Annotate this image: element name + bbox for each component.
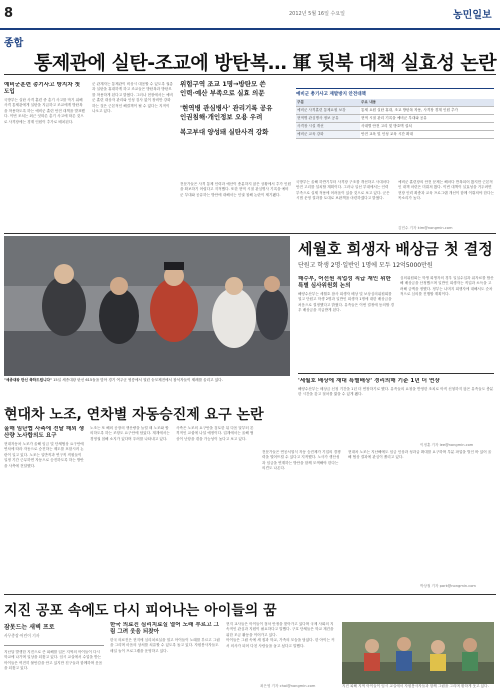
table-row — [296, 107, 494, 115]
issue-date: 2012년 5월 16일 수요일 — [289, 11, 346, 17]
table-row — [296, 123, 494, 131]
story1-column-heading: 예비군훈련 총기사고 방지차 첫 도입 — [4, 82, 81, 95]
story3-body-5: 현대차 노조는 지난해에도 임금 인상과 성과급 확대를 요구하며 부분 파업을 벌인 바 있어 올해 협상 결과에 관심이 쏠리고 있다. — [348, 450, 492, 460]
table-row — [296, 131, 494, 139]
children-photo-image — [342, 622, 494, 684]
story1-body-1: 국방부는 실탄 사격 훈련 중 총기 사고를 막기 위해 사격 통제관에게 실탄을 지급하고 조교에게 방탄복을 착용하도록 하는 예비군 훈련 안전 대책을 발표했다. 이번 조치는 최근 잇따른 총기 사고에 따른 것으로 사격장에는 경계 인원이 추가로 배치된다. — [4, 98, 85, 124]
story4-body-3: 현지 교사들은 아이들이 점차 안정을 찾아가고 있다며 국제 사회의 지속적인 관심과 지원이 필요하다고 말했다. 구호 단체들은 학교 재건을 위한 모금 활동을 이어가고 있다. — [226, 622, 334, 637]
story4-body-4: 아이들은 그림 속에 새 집과 학교, 가족의 모습을 담았다. 한 아이는 커서 의사가 되어 다친 사람들을 돕고 싶다고 말했다. — [226, 638, 335, 648]
story4-byline: 최은영 기자 choi@nongmin.com — [260, 684, 316, 688]
story1-column-2 — [92, 82, 174, 232]
story3-body-3: 사측은 노조의 요구안을 검토한 뒤 다음 달부터 본격적인 교섭에 나설 예정이다. 업계에서는 올해 협상이 난항을 겪을 가능성이 높다고 보고 있다. — [176, 426, 254, 441]
story3-column-5 — [348, 450, 494, 580]
caption-text: 15일 세종대왕 탄신 615돌을 맞아 경기 여주군 영릉에서 열린 숭모제전에서 참석자들이 제례를 올리고 있다. — [53, 378, 223, 382]
story2-byline: 이정훈 기자 lee@nongmin.com — [420, 443, 474, 447]
story1-headline: 통제관에 실탄-조교에 방탄복… 軍 뒷북 대책 실효성 논란 — [34, 52, 497, 74]
story3-body-4: 전문가들은 연공서열식 자동 승진제가 기업의 경쟁력을 떨어뜨릴 수 있다고 지적했다. 노사가 생산성과 임금을 연계하는 방안을 함께 모색해야 한다는 의견도 나온다. — [262, 450, 341, 471]
table-cell: 사대별 안전 고리 및 방호벽 설치 — [361, 124, 412, 128]
story1-subhead: 복고부대 양성돼 실탄사격 강화 — [180, 128, 269, 136]
story1-byline: 김민수 기자 kim@nongmin.com — [398, 226, 453, 230]
ceremony-photo-caption — [4, 378, 290, 383]
paper-logo: 농민일보 — [453, 10, 492, 21]
table-cell: 현역 시절 관리 기록을 예비군 부대와 공유 — [361, 116, 427, 120]
table-header-cell: 주요 내용 — [360, 99, 494, 106]
table-cell: 예비군 교육 강화 — [296, 131, 360, 138]
headline-divider — [4, 74, 496, 75]
story4-column-3 — [226, 622, 336, 688]
story4-headline: 지진 공포 속에도 다시 피어나는 아이들의 꿈 — [4, 603, 277, 619]
story4-column-title: 잠못드는 새벽 프로 — [4, 624, 55, 631]
story2-inner-divider — [298, 373, 494, 374]
story3-body-1: 현대자동차 노조가 올해 임금 및 단체협상 요구안에 연차에 따라 자동으로 승진하는 제도를 포함시켜 논란이 일고 있다. 노조는 일반직과 연구직 직원들이 일정 기간 근무하면 자동으로 승진하도록 하는 방안을 사측에 전달했다. — [4, 442, 84, 468]
table-cell: 예비군 사격훈련 통제요원 보강 — [296, 107, 360, 114]
caption-title: "세종대왕 탄신 축하드립니다" — [4, 378, 52, 382]
ceremony-photo-image — [4, 236, 290, 376]
story1-column-3 — [180, 182, 292, 232]
story3-column-3 — [176, 426, 256, 588]
story3-byline: 박상철 기자 park@nongmin.com — [420, 584, 476, 588]
story4-body-1: 지난달 발생한 지진으로 큰 피해를 입은 지역의 아이들이 다시 학교에 나가며 일상을 되찾고 있다. 임시 교실에서 수업을 받는 아이들은 여전히 불안감을 안고 있지만 친구들과 함께하며 웃음을 되찾고 있다. — [4, 650, 103, 671]
section-label: 종합 — [4, 38, 24, 49]
story3-headline: 현대차 노조, 연차별 자동승진제 요구 논란 — [4, 407, 264, 423]
story2-column-heading: 해수부, 어선원 직업성 직급 재인 위한 특별 심사위원회 논의 — [298, 276, 391, 289]
table-title: 예비군 총기사고 재발방지 안전대책 — [296, 92, 366, 97]
story3-column-4 — [262, 450, 342, 588]
story1-subheads — [180, 80, 292, 190]
story1-subhead: 인력·예산 부족으로 실효 의문 — [180, 89, 265, 97]
table-cell: 통제 요원 실탄 휴대, 조교 방탄복 착용, 사격장 경계 인원 추가 — [361, 108, 459, 112]
story4-column-box — [4, 622, 104, 646]
story1-table — [296, 88, 494, 176]
story1-body-2: 군 관계자는 통제관이 비상시 대응할 수 있도록 권총과 실탄을 휴대하게 하고 조교들은 방탄복과 방탄모를 착용하게 된다고 밝혔다. 그러나 현장에서는 예비군 훈련 대상자 관리와 인성 검사 없이 장비만 강화하는 것은 근본적인 해결책이 될 수 없다는 지적이 나오고 있다. — [92, 82, 173, 114]
story4-body-2: 한국 의료진은 현지에 심리치료실을 열고 아이들이 노래를 부르고 그림을 그리며 마음의 상처를 치유할 수 있도록 돕고 있다. 자원봉사자들도 매일 놀이 프로그램을 운영하고 있다. — [110, 638, 220, 653]
story2-column-1 — [298, 276, 394, 370]
story-divider — [4, 233, 496, 234]
table-row — [296, 115, 494, 123]
story1-column-5 — [398, 180, 494, 224]
table-header-cell: 구분 — [296, 99, 360, 106]
story1-column-1 — [4, 82, 86, 232]
story4-column-writer: 사무총장·어린이 기자 — [4, 633, 40, 638]
story1-body-5: 예비군 훈련장의 안전 문제는 해마다 반복되어 왔지만 근본적인 대책 마련은 미뤄져 왔다. 이번 대책이 실효성을 거두려면 현장 인력 확충과 교육 프로그램 개선이 함께 이뤄져야 한다는 목소리가 높다. — [398, 180, 494, 201]
story2-body-3: 해양수산부는 배상금 신청 기간을 1년 더 연장하기로 했다. 유족들의 요청을 반영한 조치로 아직 신청하지 않은 유족들도 충분한 시간을 갖고 절차를 밟을 수 있게 됐다. — [298, 387, 494, 397]
children-photo — [342, 622, 494, 684]
table-cell: 현역병 관심병사 정보 공유 — [296, 115, 360, 122]
story1-subhead: '현역병 관심병사' 관리기록 공유 — [180, 104, 273, 112]
story2-column-heading-2: '세월호 배상에 재대 특별배상' 경리의해 기준 1년 더 연장 — [298, 378, 440, 384]
table-cell: 안전 교육 및 인성 교육 시간 확대 — [361, 132, 413, 136]
masthead — [0, 0, 500, 30]
page-number: 8 — [4, 6, 14, 21]
photo2-caption-text: 지진 피해 지역 아이들이 임시 교실에서 자원봉사자들과 함께 그림을 그리며 환하게 웃고 있다. — [342, 684, 489, 688]
children-photo-caption — [342, 684, 494, 690]
story3-body-2: 노조는 또 해외 공장의 생산량을 늘릴 때 노조와 합의하도록 하는 조항도 요구안에 담았다. 재계에서는 경영권 침해 소지가 있다며 우려를 나타내고 있다. — [90, 426, 170, 441]
story3-column-heading: 올해 임단협 사측에 전달 해외 생산량 노사합의도 요구 — [4, 426, 84, 439]
story1-subhead: 위험구역 조교 1명→방탄모 쓴 — [180, 80, 266, 88]
story2-body-2: 심의위원회는 학생 희생자의 경우 일실수입과 위자료를 합산해 배상금을 산정했으며 일반인 희생자는 직업과 소득을 고려해 금액을 정했다. 정부는 나머지 희생자에 대해서도 순차적으로 심의를 진행할 계획이다. — [400, 276, 494, 297]
story1-body-4: 국방부는 올해 하반기부터 사격장 구조를 개선하고 사대마다 안전 고리를 설치할 계획이다. 그러나 일선 부대에서는 인력 부족으로 실제 적용에 어려움이 있을 것으로 보고 있다. 군은 시범 운영 결과를 토대로 보완책을 마련하겠다고 밝혔다. — [296, 180, 390, 201]
story4-column-1 — [4, 650, 104, 688]
story2-column-3 — [298, 378, 494, 442]
story1-body-3: 전문가들은 사격 통제 인력과 예산이 충분하지 않은 상황에서 추가 인원을 확보하기 어렵다고 지적했다. 또한 현역 시절 관심병사 기록을 예비군 부대와 공유하는 방안에 대해서는 인권 침해 논란이 제기됐다. — [180, 182, 291, 197]
story3-column-2 — [90, 426, 170, 588]
story4-column-heading: 한국 의료진 심리치료실 열어 노래 부르고 그림 그려 웃음 되찾아 — [110, 622, 219, 635]
story1-subhead: 인권침해·개인정보 오용 우려 — [180, 113, 263, 121]
story4-column-2 — [110, 622, 220, 688]
story1-column-4 — [296, 180, 392, 230]
ceremony-photo — [4, 236, 290, 376]
table-header-row — [296, 99, 494, 107]
story2-body-1: 해양수산부는 세월호 참사 희생자 배상 및 보상심의위원회를 열고 단원고 학생 2명과 일반인 희생자 1명에 대한 배상금을 처음으로 결정했다고 밝혔다. 유족들은 이번 결정에 동의할 경우 배상금을 지급받게 된다. — [298, 292, 394, 313]
story2-deck: 단원고 학생 2명·일반인 1명에 모두 12억5000만원 — [298, 262, 433, 269]
story2-headline: 세월호 희생자 배상금 첫 결정 — [298, 240, 493, 258]
table-cell: 사격장 시설 개선 — [296, 123, 360, 130]
story2-column-2 — [400, 276, 494, 370]
story-divider — [4, 594, 496, 595]
story3-column-1 — [4, 426, 84, 588]
